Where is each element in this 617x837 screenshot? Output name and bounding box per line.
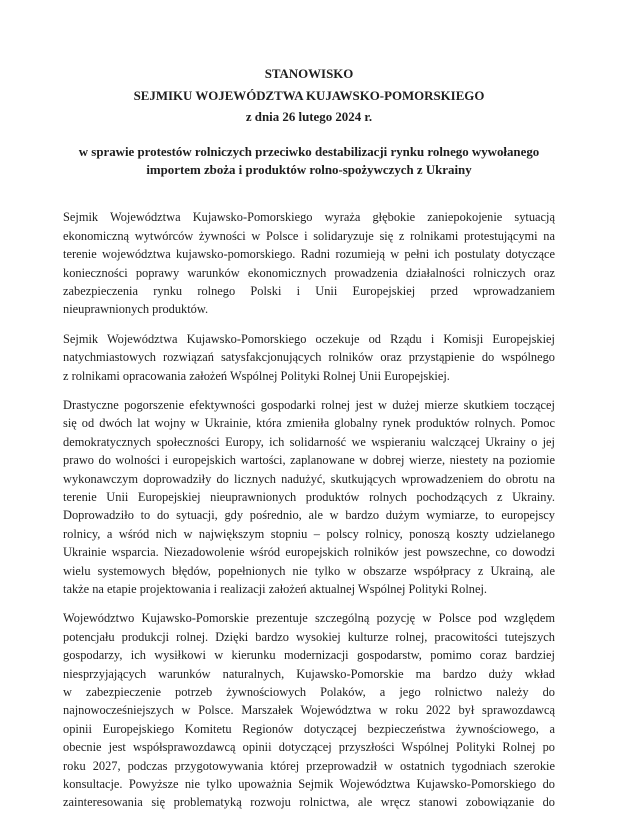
paragraph-line: rolnicy, a wśród nich w największym stopniu – polscy rolnicy, ponoszą koszty udzielanego [63, 526, 555, 541]
paragraph-line: konieczności poprawy warunków ekonomicznych prowadzenia działalności rolniczych oraz [63, 265, 555, 280]
paragraph-line: potencjału produkcji rolnej. Dzięki bardzo wysokiej kulturze rolnej, pracowitości tutejszych [63, 629, 555, 644]
paragraph-line: gospodarzy, ich wysiłkowi w kierunku modernizacji gospodarstw, pomimo coraz bardziej [63, 648, 555, 663]
paragraph-line: Ukrainie wsparcia. Niezadowolenie wśród europejskich rolników jest powszechne, co dowodzi [63, 545, 555, 560]
paragraph-line: się od dwóch lat wojny w Ukrainie, która zmieniła globalny rynek produktów rolnych. Pomoc [63, 416, 555, 431]
paragraph-line: roku 2027, podczas przygotowywania której przeprowadził w ostatnich tygodniach szerokie [63, 758, 555, 773]
paragraph-line: konsultacje. Powyższe nie tylko upoważnia Sejmik Województwa Kujawsko-Pomorskiego do [63, 777, 555, 792]
paragraph-line: wykonawczym doprowadziły do licznych nadużyć, skutkujących wprowadzeniem do obrotu na [63, 471, 555, 486]
paragraph-line: Drastyczne pogorszenie efektywności gospodarki rolnej jest w dużej mierze skutkiem toczącej [63, 397, 555, 412]
subject-line-1: w sprawie protestów rolniczych przeciwko destabilizacji rynku rolnego wywołanego [78, 145, 540, 160]
paragraph-line: obecnie jest współsprawozdawcą opinii dotyczącej przyszłości Wspólnej Polityki Rolnej po [63, 740, 555, 755]
paragraph-line: najnowocześniejszych w Polsce. Marszałek Województwa w roku 2022 był sprawozdawcą [63, 703, 555, 718]
paragraph-line: zainteresowania się problematyką rozwoju rolnictwa, ale wręcz stanowi zobowiązanie do [63, 795, 555, 810]
paragraph-line: także na etapie projektowania i realizacji założeń aktualnej Wspólnej Polityki Rolnej. [63, 582, 487, 597]
body-paragraph [63, 330, 555, 385]
body-paragraph [63, 609, 555, 811]
paragraph-line: demokratycznych społeczności Europy, ich solidarność we wspieraniu walczącej Ukrainy o jej [63, 434, 555, 449]
paragraph-line: Województwo Kujawsko-Pomorskie prezentuje szczególną pozycję w Polsce pod względem [63, 611, 555, 626]
paragraph-line: wielu systemowych błędów, popełnionych nie tylko w obszarze współpracy z Ukrainą, ale [63, 563, 555, 578]
body-paragraph [63, 396, 555, 598]
paragraph-line: w zabezpieczenie potrzeb żywnościowych Polaków, a jego rolnictwo należy do [63, 685, 555, 700]
paragraph-line: niesprzyjających warunków naturalnych, Kujawsko-Pomorskie ma bardzo duży wkład [63, 666, 555, 681]
document-date: z dnia 26 lutego 2024 r. [245, 110, 373, 125]
paragraph-line: opinii Europejskiego Komitetu Regionów dotyczącej bezpieczeństwa żywnościowego, a [63, 721, 555, 736]
body-paragraph [63, 208, 555, 318]
document-body [63, 208, 555, 812]
paragraph-line: nieuprawnionych produktów. [63, 302, 209, 317]
subject-line-2: importem zboża i produktów rolno-spożywczych z Ukrainy [146, 162, 472, 177]
document-subject [63, 144, 555, 179]
paragraph-line: terenie Unii Europejskiej nieuprawnionych produktów rolnych pochodzących z Ukrainy. [63, 489, 555, 504]
paragraph-line: terenie województwa kujawsko-pomorskiego. Radni rozumieją w pełni ich postulaty dotyczące [63, 247, 555, 262]
paragraph-line: Sejmik Województwa Kujawsko-Pomorskiego wyraża głębokie zaniepokojenie sytuacją [63, 210, 555, 225]
paragraph-line: ekonomiczną wytwórców żywności w Polsce i solidaryzuje się z rolnikami protestującymi na [63, 228, 555, 243]
paragraph-line: natychmiastowych rozwiązań satysfakcjonujących rolników oraz przystąpienie do wspólnego [63, 350, 555, 365]
document-heading [63, 64, 555, 129]
paragraph-line: Sejmik Województwa Kujawsko-Pomorskiego oczekuje od Rządu i Komisji Europejskiej [63, 331, 555, 346]
issuing-body-title: SEJMIKU WOJEWÓDZTWA KUJAWSKO-POMORSKIEGO [133, 88, 485, 103]
paragraph-line: prawo do wolności i europejskich wartości, zaplanowane w dobrej wierze, niestety na poziomie [63, 453, 555, 468]
paragraph-line: zabezpieczenia rynku rolnego Polski i Unii Europejskiej przed wprowadzaniem [63, 283, 555, 298]
paragraph-line: Doprowadziło to do sytuacji, gdy pośrednio, ale w bardzo dużym wymiarze, to europejscy [63, 508, 555, 523]
paragraph-line: z rolnikami opracowania założeń Wspólnej Polityki Rolnej Unii Europejskiej. [63, 368, 450, 383]
document-type-title: STANOWISKO [264, 67, 354, 81]
